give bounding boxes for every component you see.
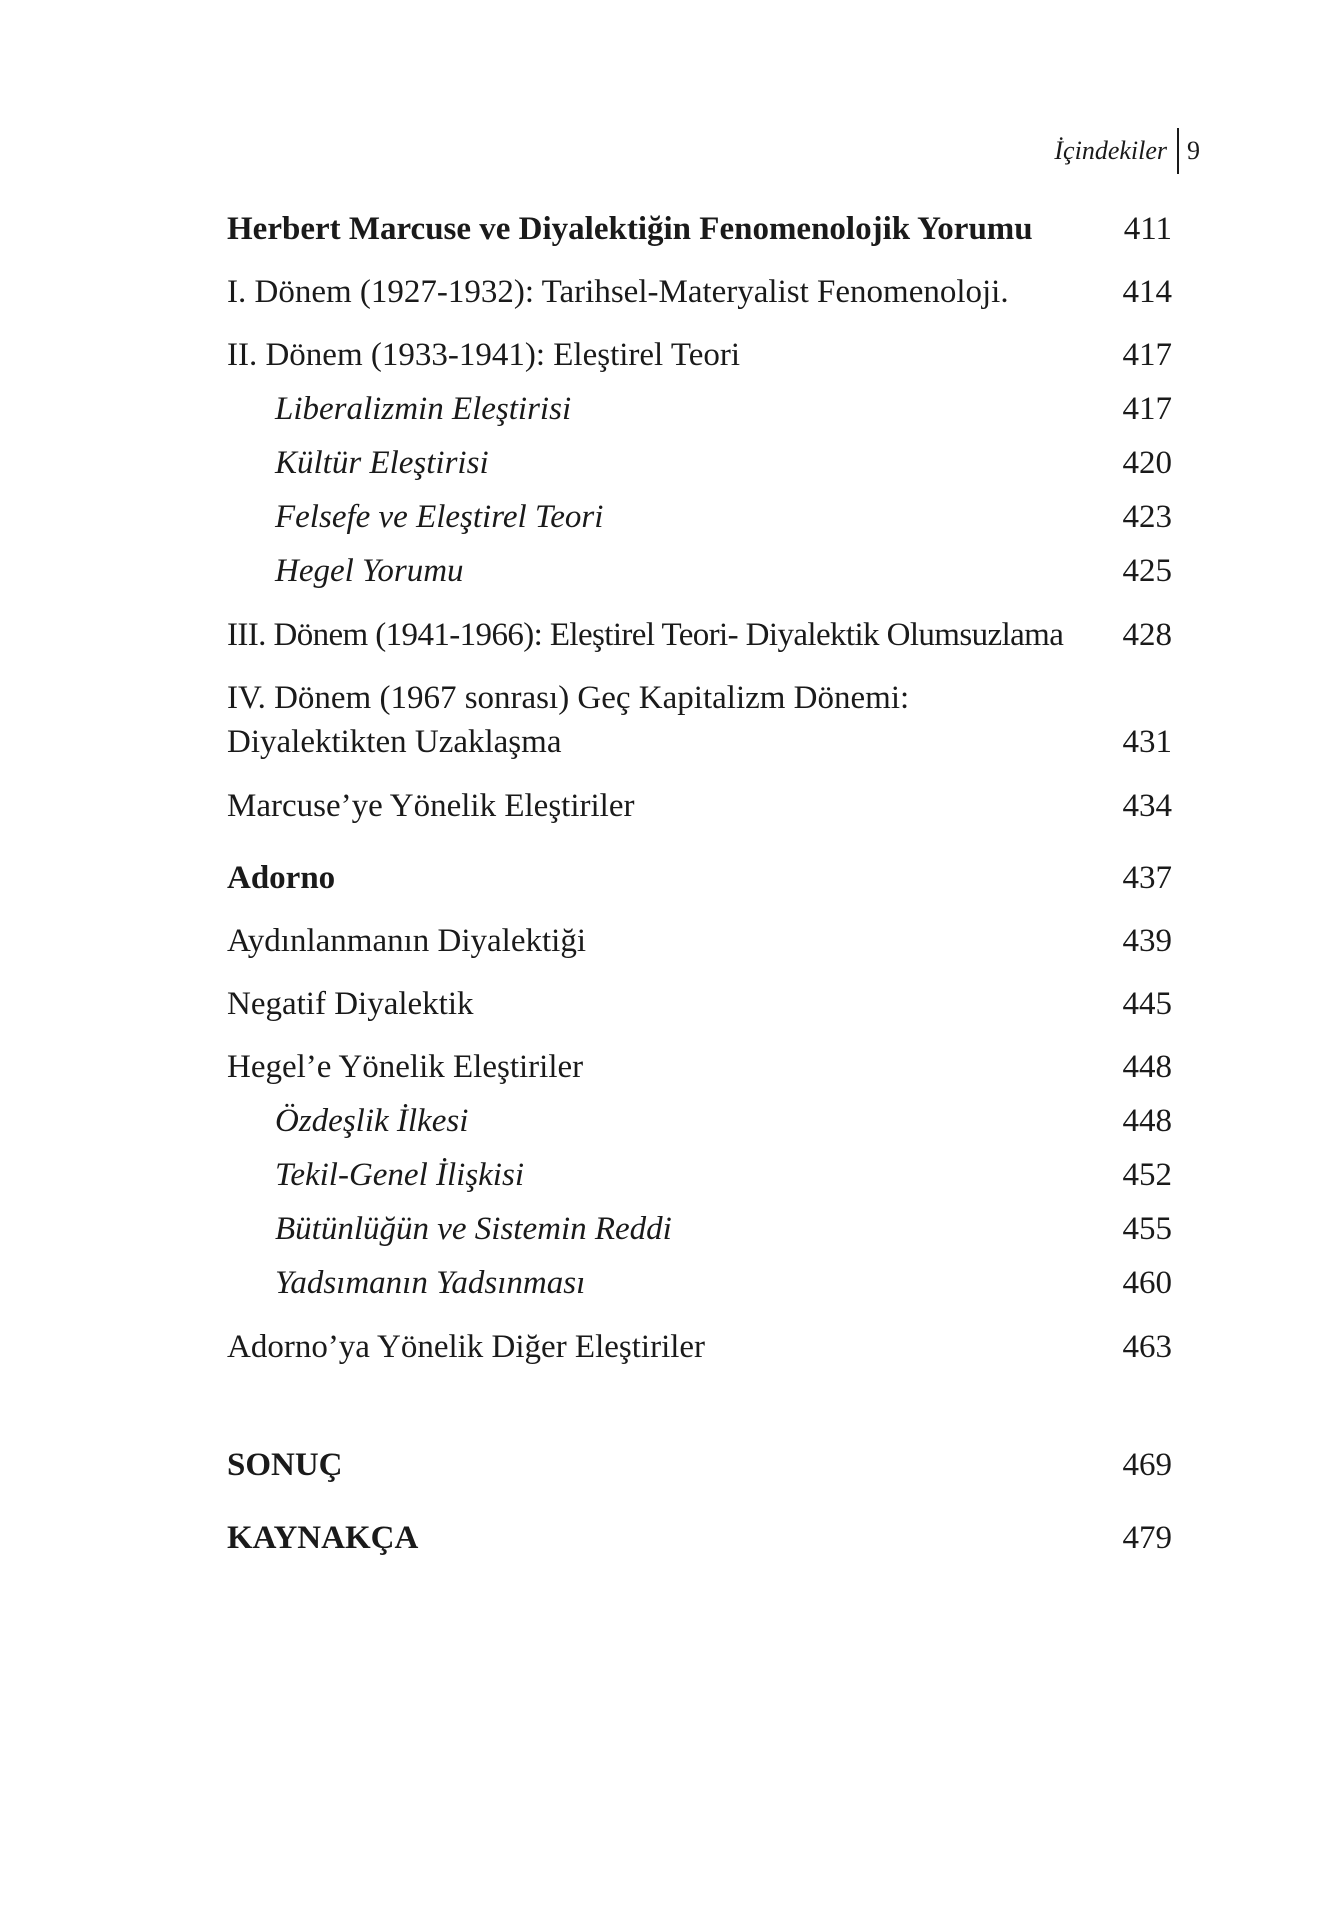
toc-entry-liberalizm[interactable] xyxy=(275,387,1172,431)
toc-entry-page: 411 xyxy=(1123,211,1172,247)
toc-entry-title: Hegel’e Yönelik Eleştiriler xyxy=(227,1049,584,1085)
toc-entry-page: 452 xyxy=(1122,1157,1172,1193)
toc-entry-page: 431 xyxy=(1122,724,1172,760)
toc-entry-title: Negatif Diyalektik xyxy=(227,986,474,1022)
toc-entry-page: 417 xyxy=(1122,391,1172,427)
toc-entry-donem-3[interactable] xyxy=(227,613,1172,657)
toc-entry-kaynakca[interactable] xyxy=(227,1516,1172,1560)
toc-entry-title: Aydınlanmanın Diyalektiği xyxy=(227,923,586,959)
toc-entry-page: 448 xyxy=(1122,1049,1172,1085)
toc-entry-title: I. Dönem (1927-1932): Tarihsel-Materyalist Fenomenoloji. xyxy=(227,274,1009,310)
toc-entry-page: 469 xyxy=(1122,1447,1172,1483)
toc-entry-marcuse[interactable] xyxy=(227,207,1172,251)
toc-entry-page: 423 xyxy=(1122,499,1172,535)
toc-entry-butunluk[interactable] xyxy=(275,1207,1172,1251)
page-number: 9 xyxy=(1187,136,1200,165)
toc-entry-title: Özdeşlik İlkesi xyxy=(275,1103,469,1139)
toc-entry-donem-2[interactable] xyxy=(227,333,1172,377)
toc-entry-title: Marcuse’ye Yönelik Eleştiriler xyxy=(227,788,635,824)
toc-entry-donem-4[interactable] xyxy=(227,676,1172,764)
toc-entry-page: 445 xyxy=(1122,986,1172,1022)
toc-entry-page: 439 xyxy=(1122,923,1172,959)
toc-entry-negatif-diyalektik[interactable] xyxy=(227,982,1172,1026)
toc-entry-title-line-2: Diyalektikten Uzaklaşma xyxy=(227,724,562,760)
toc-entry-title: Yadsımanın Yadsınması xyxy=(275,1265,586,1301)
toc-entry-title: Felsefe ve Eleştirel Teori xyxy=(275,499,604,535)
toc-entry-hegel-elestiriler[interactable] xyxy=(227,1045,1172,1089)
toc-entry-page: 479 xyxy=(1122,1520,1172,1556)
toc-entry-marcuse-elestiriler[interactable] xyxy=(227,784,1172,828)
toc-entry-felsefe[interactable] xyxy=(275,495,1172,539)
toc-entry-page: 463 xyxy=(1122,1329,1172,1365)
toc-entry-kultur[interactable] xyxy=(275,441,1172,485)
toc-entry-page: 417 xyxy=(1122,337,1172,373)
toc-entry-title: KAYNAKÇA xyxy=(227,1520,419,1556)
toc-entry-ozdeslik[interactable] xyxy=(275,1099,1172,1143)
toc-entry-title: Kültür Eleştirisi xyxy=(275,445,489,481)
toc-entry-donem-1[interactable] xyxy=(227,270,1172,314)
toc-entry-title: SONUÇ xyxy=(227,1447,343,1483)
toc-entry-page: 437 xyxy=(1122,860,1172,896)
toc-entry-page: 425 xyxy=(1122,553,1172,589)
toc-entry-page: 448 xyxy=(1122,1103,1172,1139)
toc-entry-page: 455 xyxy=(1122,1211,1172,1247)
toc-entry-title: Tekil-Genel İlişkisi xyxy=(275,1157,524,1193)
toc-entry-title: Adorno xyxy=(227,860,336,896)
toc-entry-title: Liberalizmin Eleştirisi xyxy=(275,391,572,427)
toc-entry-title-line-1: IV. Dönem (1967 sonrası) Geç Kapitalizm Dönemi: xyxy=(227,680,910,716)
toc-entry-page: 434 xyxy=(1122,788,1172,824)
toc-entry-title: III. Dönem (1941-1966): Eleştirel Teori- Diyalektik Olumsuzlama xyxy=(227,617,1064,653)
toc-entry-aydinlanma[interactable] xyxy=(227,919,1172,963)
toc-entry-adorno-elestiriler[interactable] xyxy=(227,1325,1172,1369)
toc-entry-page: 428 xyxy=(1122,617,1172,653)
running-title: İçindekiler xyxy=(1054,136,1167,165)
toc-entry-yadsima[interactable] xyxy=(275,1261,1172,1305)
toc-entry-page: 420 xyxy=(1122,445,1172,481)
toc-entry-title: Hegel Yorumu xyxy=(275,553,464,589)
toc-entry-title: Bütünlüğün ve Sistemin Reddi xyxy=(275,1211,672,1247)
toc-entry-title: Herbert Marcuse ve Diyalektiğin Fenomenolojik Yorumu xyxy=(227,211,1033,247)
toc-entry-title: II. Dönem (1933-1941): Eleştirel Teori xyxy=(227,337,741,373)
toc-entry-page: 460 xyxy=(1122,1265,1172,1301)
toc-entry-page: 414 xyxy=(1122,274,1172,310)
toc-entry-title: Adorno’ya Yönelik Diğer Eleştiriler xyxy=(227,1329,706,1365)
toc-entry-hegel-yorumu[interactable] xyxy=(275,549,1172,593)
toc-entry-tekil-genel[interactable] xyxy=(275,1153,1172,1197)
toc-entry-sonuc[interactable] xyxy=(227,1443,1172,1487)
toc-entry-adorno[interactable] xyxy=(227,856,1172,900)
toc-entry-title xyxy=(227,676,909,764)
